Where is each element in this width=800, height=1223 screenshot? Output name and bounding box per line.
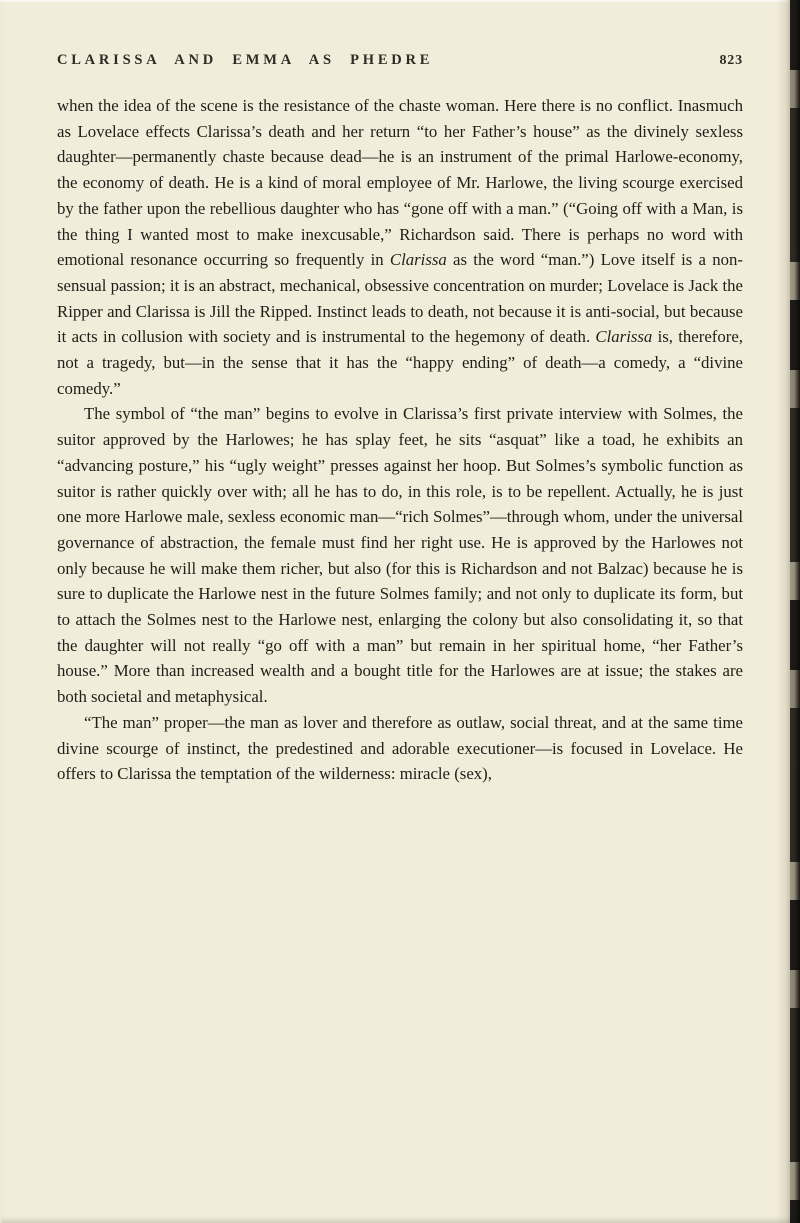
binding-edge bbox=[790, 0, 800, 1223]
page-edge-shadow bbox=[776, 0, 800, 1223]
text-block bbox=[57, 93, 743, 787]
text-run: when the idea of the scene is the resistance of the chaste woman. Here there is no conflict. Inasmuch as Lovelace effects Clarissa’s death and her return “to her Father’s house” as the divinely sexless daughter—permanently chaste because dead—he is an instrument of the primal Harlowe-economy, the economy of death. He is a kind of moral employee of Mr. Harlowe, the living scourge exercised by the father upon the rebellious daughter who has “gone off with a man.” (“Going off with a Man, is the thing I wanted most to make inexcusable,” Richardson said. There is perhaps no word with emotional resonance occurring so frequently in bbox=[57, 96, 743, 270]
running-header-title: CLARISSA AND EMMA AS PHEDRE bbox=[57, 52, 434, 68]
paragraph bbox=[57, 93, 743, 401]
text-run: The symbol of “the man” begins to evolve in Clarissa’s first private interview with Solmes, the suitor approved by the Harlowes; he has splay feet, he sits “asquat” like a toad, he exhibits an “advancing posture,” his “ugly weight” presses against her hoop. But Solmes’s symbolic function as suitor is rather quickly over with; all he has to do, in this role, is to be repellent. Actually, he is just one more Harlowe male, sexless economic man—“rich Solmes”—through whom, under the universal governance of abstraction, the female must find her right use. He is approved by the Harlowes not only because he will make them richer, but also (for this is Richardson and not Balzac) because he is sure to duplicate the Harlowe nest in the future Solmes family; and not only to duplicate its form, but to attach the Solmes nest to the Harlowe nest, enlarging the colony but also consolidating it, so that the daughter will not really “go off with a man” but remain in her spiritual home, “her Father’s house.” More than increased wealth and a bought title for the Harlowes are at issue; the stakes are both societal and metaphysical. bbox=[57, 404, 743, 707]
page-number: 823 bbox=[719, 53, 743, 68]
text-run: as the word “man.”) Love itself is a non-sensual passion; it is an abstract, mechanical, obsessive concentration on murder; Lovelace is Jack the Ripper and Clarissa is Jill the Ripped. Instinct leads to death, not because it is anti-social, but because it acts in collusion with society and is instrumental to the hegemony of death. bbox=[57, 250, 743, 347]
paragraph bbox=[57, 710, 743, 787]
book-title-italic: Clarissa bbox=[389, 250, 447, 270]
paragraph bbox=[57, 401, 743, 709]
running-header bbox=[57, 52, 743, 69]
book-title-italic: Clarissa bbox=[595, 327, 653, 347]
text-run: is, therefore, not a tragedy, but—in the sense that it has the “happy ending” of death—a comedy, a “divine comedy.” bbox=[57, 327, 744, 398]
text-run: “The man” proper—the man as lover and therefore as outlaw, social threat, and at the same time divine scourge of instinct, the predestined and adorable executioner—is focused in Lovelace. He offers to Clarissa the temptation of the wilderness: miracle (sex), bbox=[57, 712, 743, 784]
